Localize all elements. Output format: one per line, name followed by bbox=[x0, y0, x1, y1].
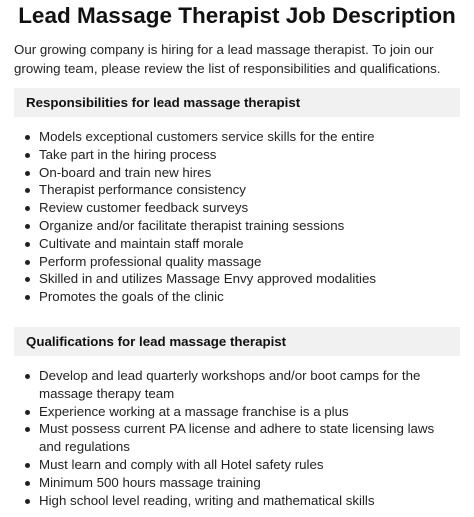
list-item: Skilled in and utilizes Massage Envy approved modalities bbox=[22, 270, 460, 288]
list-item: Must learn and comply with all Hotel safety rules bbox=[22, 456, 460, 474]
responsibilities-list bbox=[14, 128, 460, 306]
list-item: Review customer feedback surveys bbox=[22, 199, 460, 217]
list-item: Take part in the hiring process bbox=[22, 146, 460, 164]
responsibilities-heading: Responsibilities for lead massage therapist bbox=[14, 88, 460, 117]
intro-paragraph: Our growing company is hiring for a lead massage therapist. To join our growing team, please review the list of responsibilities and qualifications. bbox=[14, 42, 441, 76]
list-item: Cultivate and maintain staff morale bbox=[22, 235, 460, 253]
list-item: Minimum 500 hours massage training bbox=[22, 474, 460, 492]
list-item: Organize and/or facilitate therapist training sessions bbox=[22, 217, 460, 235]
list-item: On-board and train new hires bbox=[22, 164, 460, 182]
page-title: Lead Massage Therapist Job Description bbox=[18, 3, 456, 28]
list-item: High school level reading, writing and mathematical skills bbox=[22, 492, 460, 510]
list-item: Therapist performance consistency bbox=[22, 181, 460, 199]
list-item: Perform professional quality massage bbox=[22, 253, 460, 271]
qualifications-heading: Qualifications for lead massage therapist bbox=[14, 327, 460, 356]
section-spacer bbox=[14, 306, 460, 317]
list-item: Experience working at a massage franchise is a plus bbox=[22, 403, 460, 421]
list-item: Models exceptional customers service skills for the entire bbox=[22, 128, 460, 146]
list-item: Promotes the goals of the clinic bbox=[22, 288, 460, 306]
qualifications-list bbox=[14, 367, 460, 509]
list-item: Must possess current PA license and adhere to state licensing laws and regulations bbox=[22, 420, 460, 456]
list-item: Develop and lead quarterly workshops and/or boot camps for the massage therapy team bbox=[22, 367, 460, 403]
